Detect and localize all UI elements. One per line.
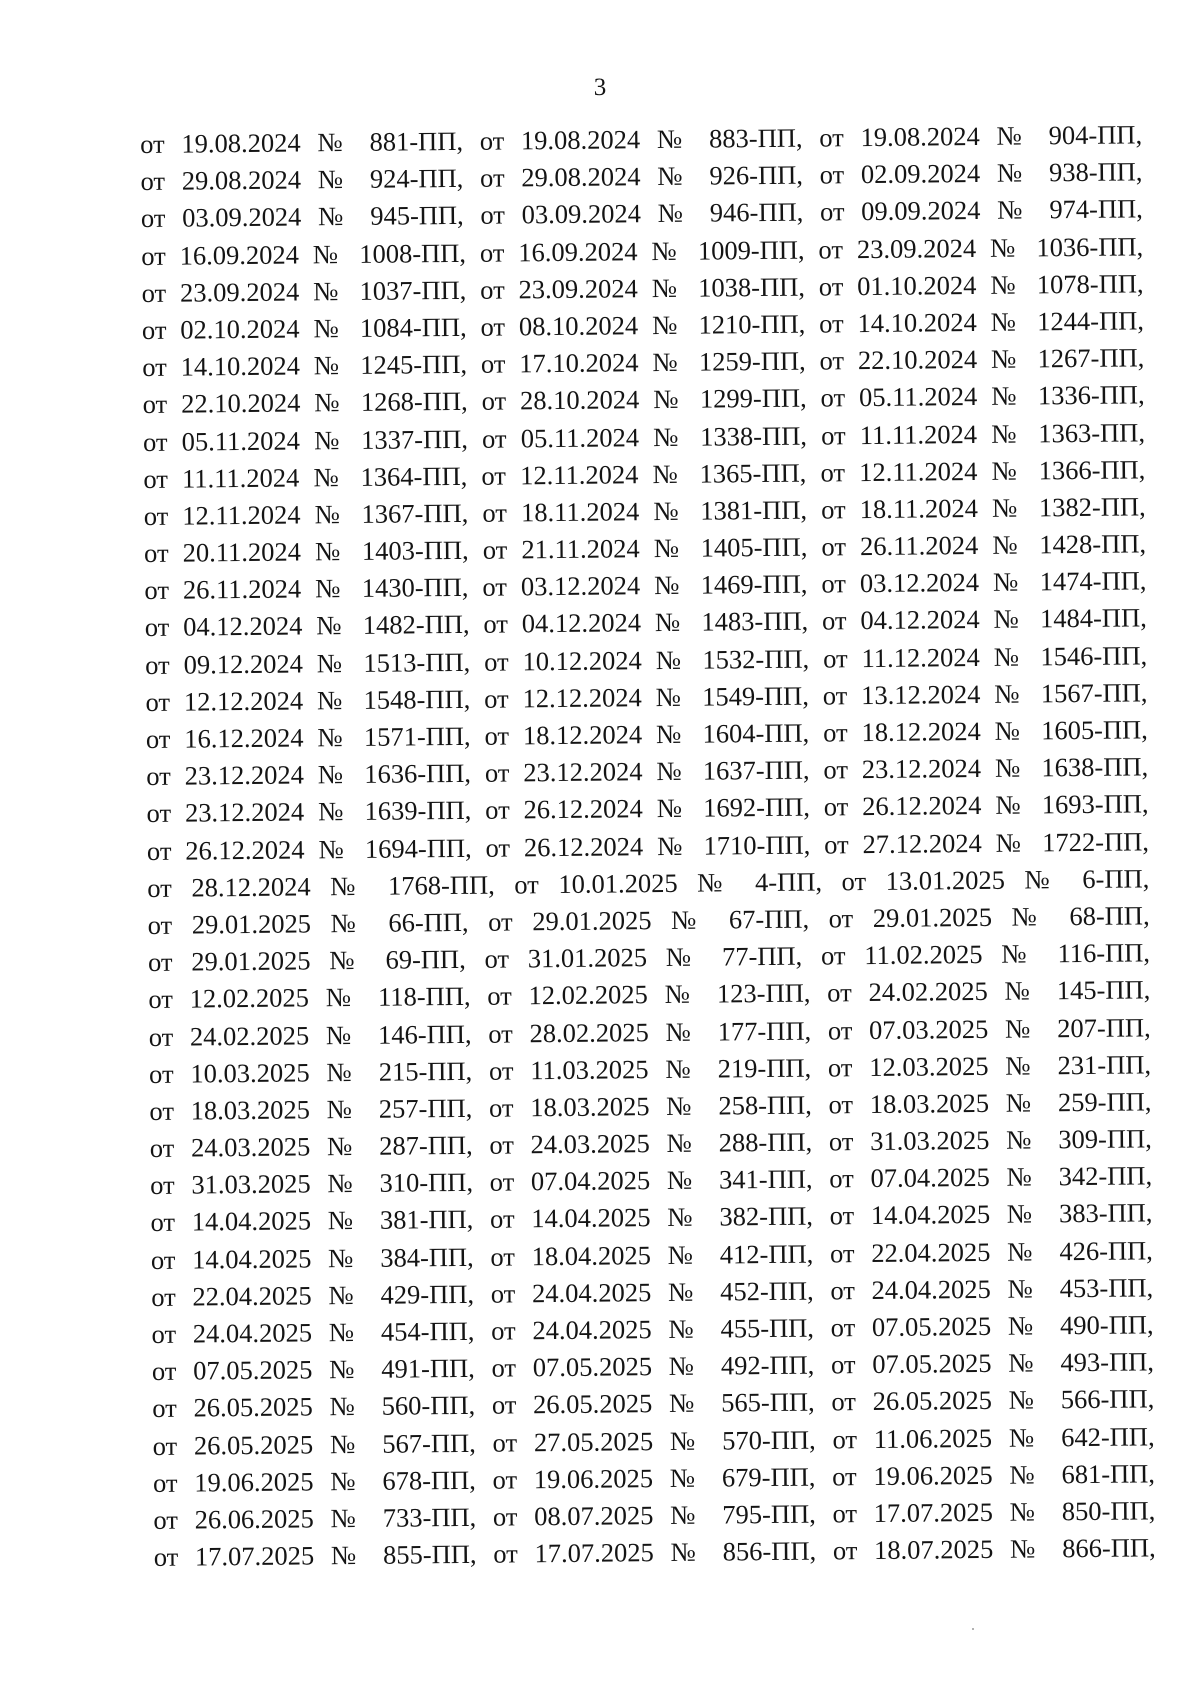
text-line: от 23.12.2024 № 1636-ПП, от 23.12.2024 № 1637-ПП, от 23.12.2024 № 1638-ПП, [146, 751, 1149, 792]
text-line: от 07.05.2025 № 491-ПП, от 07.05.2025 № 492-ПП, от 07.05.2025 № 493-ПП, [151, 1346, 1155, 1387]
text-line: от 22.10.2024 № 1268-ПП, от 28.10.2024 № 1299-ПП, от 05.11.2024 № 1336-ПП, [142, 379, 1145, 420]
page-number: 3 [593, 74, 607, 101]
text-line: от 03.09.2024 № 945-ПП, от 03.09.2024 № 946-ПП, от 09.09.2024 № 974-ПП, [140, 193, 1143, 234]
text-line: от 26.06.2025 № 733-ПП, от 08.07.2025 № 795-ПП, от 17.07.2025 № 850-ПП, [153, 1495, 1156, 1535]
text-line: от 22.04.2025 № 429-ПП, от 24.04.2025 № 452-ПП, от 24.04.2025 № 453-ПП, [151, 1272, 1154, 1312]
text-line: от 31.03.2025 № 310-ПП, от 07.04.2025 № 341-ПП, от 07.04.2025 № 342-ПП, [150, 1160, 1153, 1201]
text-line: от 19.06.2025 № 678-ПП, от 19.06.2025 № 679-ПП, от 19.06.2025 № 681-ПП, [152, 1458, 1156, 1498]
scan-speck [972, 1628, 974, 1630]
text-line: от 28.12.2024 № 1768-ПП, от 10.01.2025 № 4-ПП, от 13.01.2025 № 6-ПП, [147, 863, 1150, 903]
text-line: от 14.04.2025 № 384-ПП, от 18.04.2025 № 412-ПП, от 22.04.2025 № 426-ПП, [150, 1234, 1153, 1275]
text-line: от 24.04.2025 № 454-ПП, от 24.04.2025 № 455-ПП, от 07.05.2025 № 490-ПП, [151, 1309, 1154, 1349]
text-line: от 19.08.2024 № 881-ПП, от 19.08.2024 № 883-ПП, от 19.08.2024 № 904-ПП, [140, 119, 1143, 159]
text-line: от 24.02.2025 № 146-ПП, от 28.02.2025 № 177-ПП, от 07.03.2025 № 207-ПП, [148, 1011, 1151, 1052]
text-line: от 23.09.2024 № 1037-ПП, от 23.09.2024 № 1038-ПП, от 01.10.2024 № 1078-ПП, [141, 268, 1144, 308]
text-line: от 12.02.2025 № 118-ПП, от 12.02.2025 № 123-ПП, от 24.02.2025 № 145-ПП, [148, 974, 1151, 1015]
text-line: от 02.10.2024 № 1084-ПП, от 08.10.2024 № 1210-ПП, от 14.10.2024 № 1244-ПП, [141, 305, 1145, 345]
text-line: от 29.08.2024 № 924-ПП, от 29.08.2024 № 926-ПП, от 02.09.2024 № 938-ПП, [140, 156, 1143, 197]
text-line: от 11.11.2024 № 1364-ПП, от 12.11.2024 № 1365-ПП, от 12.11.2024 № 1366-ПП, [143, 454, 1146, 494]
text-line: от 20.11.2024 № 1403-ПП, от 21.11.2024 № 1405-ПП, от 26.11.2024 № 1428-ПП, [143, 528, 1147, 569]
document-body [140, 116, 1156, 1576]
text-line: от 26.05.2025 № 560-ПП, от 26.05.2025 № 565-ПП, от 26.05.2025 № 566-ПП, [152, 1383, 1155, 1424]
text-line: от 05.11.2024 № 1337-ПП, от 05.11.2024 № 1338-ПП, от 11.11.2024 № 1363-ПП, [142, 416, 1146, 457]
text-line: от 23.12.2024 № 1639-ПП, от 26.12.2024 № 1692-ПП, от 26.12.2024 № 1693-ПП, [146, 788, 1149, 829]
text-line: от 16.09.2024 № 1008-ПП, от 16.09.2024 № 1009-ПП, от 23.09.2024 № 1036-ПП, [141, 230, 1144, 271]
text-line: от 29.01.2025 № 66-ПП, от 29.01.2025 № 67-ПП, от 29.01.2025 № 68-ПП, [147, 900, 1150, 940]
text-line: от 14.04.2025 № 381-ПП, от 14.04.2025 № 382-ПП, от 14.04.2025 № 383-ПП, [150, 1197, 1153, 1238]
text-line: от 12.12.2024 № 1548-ПП, от 12.12.2024 № 1549-ПП, от 13.12.2024 № 1567-ПП, [145, 677, 1148, 717]
text-line: от 17.07.2025 № 855-ПП, от 17.07.2025 № 856-ПП, от 18.07.2025 № 866-ПП, [153, 1532, 1156, 1573]
text-line: от 26.11.2024 № 1430-ПП, от 03.12.2024 № 1469-ПП, от 03.12.2024 № 1474-ПП, [144, 565, 1147, 606]
text-line: от 09.12.2024 № 1513-ПП, от 10.12.2024 № 1532-ПП, от 11.12.2024 № 1546-ПП, [145, 639, 1148, 680]
text-line: от 10.03.2025 № 215-ПП, от 11.03.2025 № 219-ПП, от 12.03.2025 № 231-ПП, [148, 1049, 1152, 1089]
text-line: от 12.11.2024 № 1367-ПП, от 18.11.2024 № 1381-ПП, от 18.11.2024 № 1382-ПП, [143, 491, 1146, 531]
text-line: от 16.12.2024 № 1571-ПП, от 18.12.2024 № 1604-ПП, от 18.12.2024 № 1605-ПП, [145, 714, 1148, 754]
text-line: от 29.01.2025 № 69-ПП, от 31.01.2025 № 77-ПП, от 11.02.2025 № 116-ПП, [147, 937, 1151, 978]
text-line: от 18.03.2025 № 257-ПП, от 18.03.2025 № 258-ПП, от 18.03.2025 № 259-ПП, [149, 1086, 1152, 1126]
text-line: от 26.12.2024 № 1694-ПП, от 26.12.2024 № 1710-ПП, от 27.12.2024 № 1722-ПП, [146, 825, 1150, 866]
text-line: от 26.05.2025 № 567-ПП, от 27.05.2025 № 570-ПП, от 11.06.2025 № 642-ПП, [152, 1420, 1155, 1461]
text-line: от 24.03.2025 № 287-ПП, от 24.03.2025 № 288-ПП, от 31.03.2025 № 309-ПП, [149, 1123, 1152, 1164]
text-line: от 14.10.2024 № 1245-ПП, от 17.10.2024 № 1259-ПП, от 22.10.2024 № 1267-ПП, [142, 342, 1145, 383]
text-line: от 04.12.2024 № 1482-ПП, от 04.12.2024 № 1483-ПП, от 04.12.2024 № 1484-ПП, [144, 602, 1147, 643]
